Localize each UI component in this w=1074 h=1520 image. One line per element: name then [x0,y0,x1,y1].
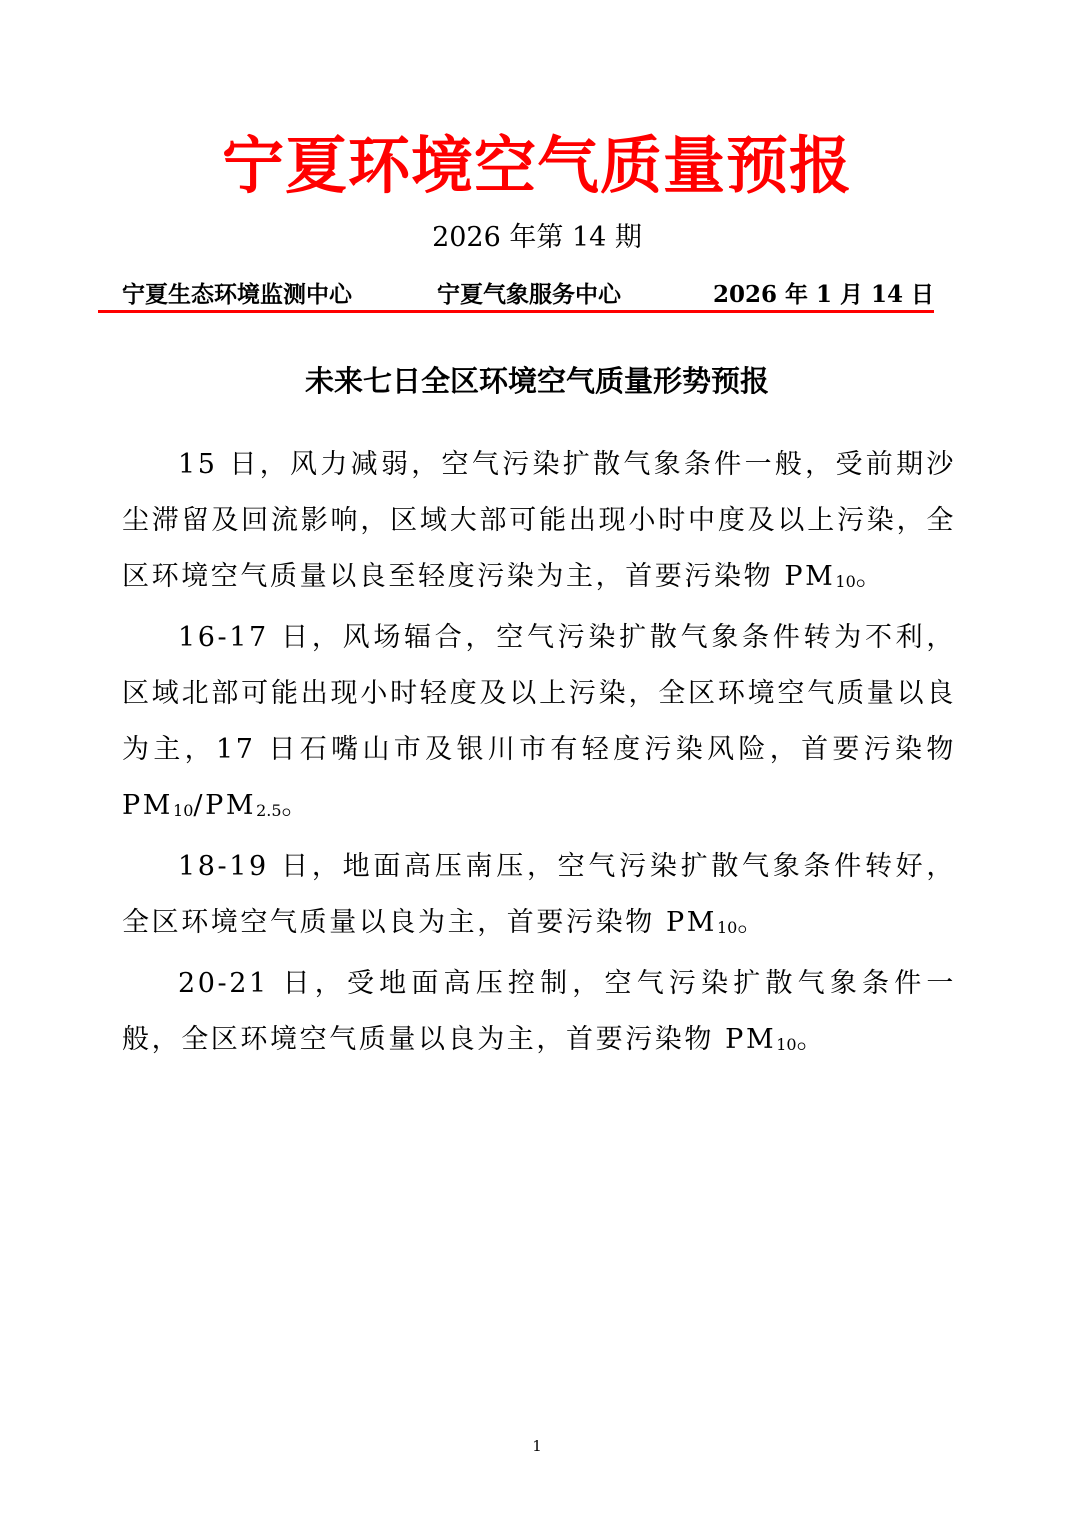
page-number: 1 [532,1437,542,1455]
forecast-paragraph-20-21: 20-21 日，受地面高压控制，空气污染扩散气象条件一般，全区环境空气质量以良为主，首要污染物 $PM_{10}$。 [122,968,956,1055]
issue-number: 2026 年第 14 期 [432,222,642,253]
forecast-body [122,437,956,1073]
masthead-title: 宁夏环境空气质量预报 [221,129,852,202]
issuer-monitoring-center: 宁夏生态环境监测中心 [122,281,352,308]
forecast-paragraph-15: 15 日，风力减弱，空气污染扩散气象条件一般，受前期沙尘滞留及回流影响，区域大部可能出现小时中度及以上污染，全区环境空气质量以良至轻度污染为主，首要污染物 $PM_{10}$。 [122,449,956,592]
forecast-paragraph-18-19: 18-19 日，地面高压南压，空气污染扩散气象条件转好，全区环境空气质量以良为主，首要污染物 $PM_{10}$。 [122,851,956,938]
issuer-weather-center: 宁夏气象服务中心 [437,281,621,308]
section-title: 未来七日全区环境空气质量形势预报 [304,364,769,398]
issuer-row [122,278,934,312]
forecast-paragraph-16-17: 16-17 日，风场辐合，空气污染扩散气象条件转为不利，区域北部可能出现小时轻度及以上污染，全区环境空气质量以良为主，17 日石嘴山市及银川市有轻度污染风险，首要污染物 $PM_{10}/PM_{2.5}$。 [122,622,956,821]
issue-date: 2026 年 1 月 14 日 [712,281,934,308]
header-divider [98,310,934,313]
